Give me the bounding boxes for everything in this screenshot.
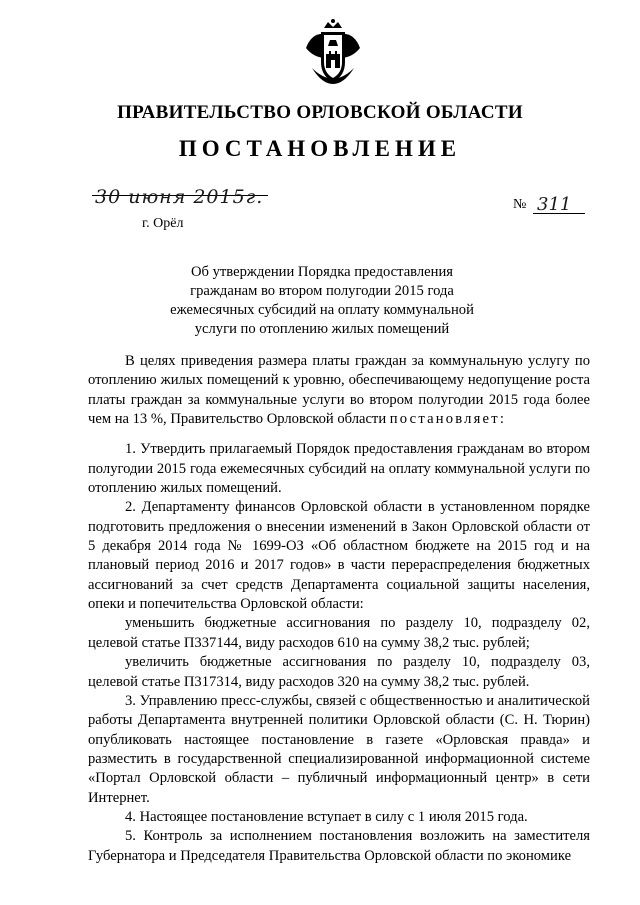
- document-subject: Об утверждении Порядка предоставления гражданам во втором полугодии 2015 года ежемесячных субсидий на оплату коммунальной услуги по отоплению жилых помещений: [170, 264, 474, 337]
- number-label: №: [513, 197, 527, 212]
- paragraph-2a: уменьшить бюджетные ассигнования по разделу 10, подразделу 02, целевой статье П337144, виду расходов 610 на сумму 38,2 тыс. рублей;: [88, 615, 590, 651]
- paragraph-3: 3. Управлению пресс-службы, связей с общественностью и аналитической работы Департамента внутренней политики Орловской области (С. Н. Тюрин) опубликовать настоящее постановление в газете «Орловская правда» и разместить в государственной специализированной информационной системе «Портал Орловской области – публичный информационный центр» в сети Интернет.: [88, 692, 590, 806]
- handwritten-date: 30 июня 2015г.: [95, 186, 264, 208]
- paragraph-1: 1. Утвердить прилагаемый Порядок предоставления гражданам во втором полугодии 2015 года ежемесячных субсидий на оплату коммунальной услуги по отоплению жилых помещений.: [88, 441, 590, 497]
- paragraph-4: 4. Настоящее постановление вступает в силу с 1 июля 2015 года.: [125, 808, 528, 825]
- preamble-text: В целях приведения размера платы граждан за коммунальную услугу по отоплению жилых помещений к уровню, обеспечивающему недопущение роста платы граждан за коммунальные услуги во втором полугодии 2015 года более чем на 13 %, Правительство Орловской области: [88, 353, 590, 428]
- document-body: [88, 352, 590, 866]
- handwritten-number: 311: [537, 194, 572, 215]
- city-label: г. Орёл: [142, 216, 184, 231]
- paragraph-5: 5. Контроль за исполнением постановления возложить на заместителя Губернатора и Председателя Правительства Орловской области по экономике: [88, 828, 590, 864]
- paragraph-2: 2. Департаменту финансов Орловской области в установленном порядке подготовить предложения о внесении изменений в Закон Орловской области от 5 декабря 2014 года № 1699-ОЗ «Об областном бюджете на 2015 год и на плановый период 2016 и 2017 годов» в части перераспределения бюджетных ассигнований за счет средств Департамента социальной защиты населения, опеки и попечительства Орловской области:: [88, 499, 590, 613]
- document-type-title: ПОСТАНОВЛЕНИЕ: [178, 136, 462, 161]
- preamble-paragraph: [88, 352, 590, 429]
- government-title: ПРАВИТЕЛЬСТВО ОРЛОВСКОЙ ОБЛАСТИ: [117, 102, 523, 123]
- preamble-verb: постановляет:: [389, 411, 507, 428]
- paragraph-2b: увеличить бюджетные ассигнования по разделу 10, подразделу 03, целевой статье П317314, виду расходов 320 на сумму 38,2 тыс. рублей.: [88, 654, 590, 690]
- orel-coat-of-arms-icon: [302, 18, 364, 86]
